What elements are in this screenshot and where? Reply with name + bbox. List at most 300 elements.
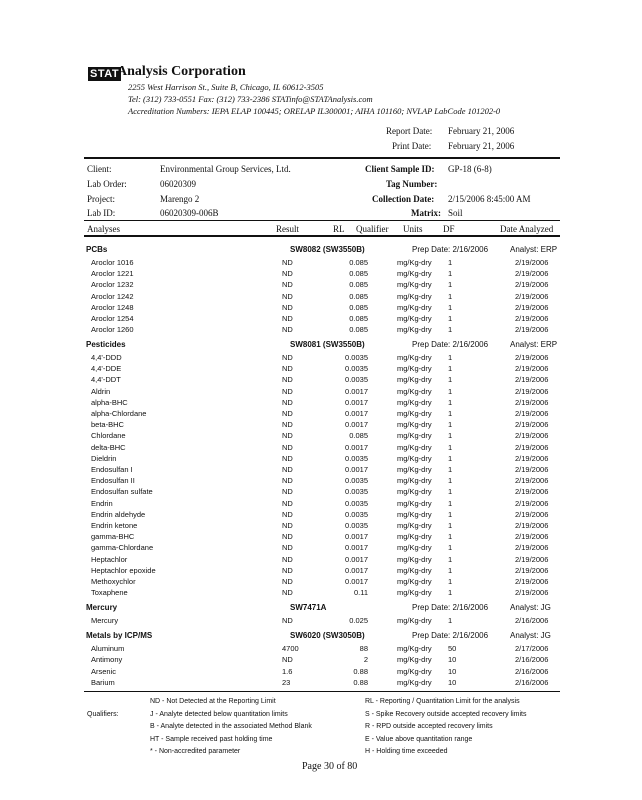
units-value: mg/Kg-dry	[397, 476, 432, 486]
df-value: 1	[448, 442, 453, 452]
section-method: SW7471A	[290, 603, 327, 612]
lab-order-label: Lab Order:	[87, 179, 127, 189]
section-title: Pesticides	[86, 340, 126, 349]
sample-id-value: GP-18 (6-8)	[448, 164, 492, 174]
qualifiers-label: Qualifiers:	[87, 711, 119, 718]
date-analyzed: 2/19/2006	[515, 302, 549, 312]
date-analyzed: 2/16/2006	[515, 666, 549, 676]
date-analyzed: 2/19/2006	[515, 258, 549, 267]
df-value: 50	[448, 644, 457, 653]
units-value: mg/Kg-dry	[397, 655, 432, 665]
col-df: DF	[443, 224, 455, 234]
section-prep-date: Prep Date: 2/16/2006	[412, 603, 489, 612]
units-value: mg/Kg-dry	[397, 431, 432, 441]
date-analyzed: 2/19/2006	[515, 554, 549, 564]
units-value: mg/Kg-dry	[397, 258, 432, 267]
df-value: 1	[448, 364, 453, 374]
result-value: ND	[282, 532, 293, 542]
result-value: ND	[282, 476, 293, 486]
table-row	[0, 667, 642, 678]
df-value: 1	[448, 397, 453, 407]
page-number: Page 30 of 80	[302, 761, 358, 772]
date-analyzed: 2/19/2006	[515, 325, 549, 335]
analyte-name: Arsenic	[91, 666, 117, 676]
units-value: mg/Kg-dry	[397, 420, 432, 430]
units-value: mg/Kg-dry	[397, 325, 432, 335]
table-row	[0, 443, 642, 454]
rl-value: 0.0017	[345, 543, 368, 553]
rl-value: 0.085	[349, 302, 368, 312]
table-row	[0, 258, 642, 269]
divider	[84, 691, 560, 692]
section-method: SW6020 (SW3050B)	[290, 631, 365, 640]
client-label: Client:	[87, 164, 112, 174]
analyte-name: Barium	[91, 678, 115, 688]
result-value: ND	[282, 409, 293, 418]
analyte-name: Antimony	[91, 655, 123, 665]
rl-value: 0.0035	[345, 364, 368, 374]
rl-value: 0.88	[353, 666, 368, 676]
date-analyzed: 2/19/2006	[515, 280, 549, 290]
result-value: 1.6	[282, 666, 293, 676]
result-value: ND	[282, 325, 293, 335]
table-row	[0, 566, 642, 577]
result-value: 4700	[282, 644, 299, 653]
analyte-name: 4,4'-DDT	[91, 375, 121, 385]
analyte-name: Aluminum	[91, 644, 125, 653]
analyte-name: Endosulfan sulfate	[91, 487, 153, 497]
table-row	[0, 532, 642, 543]
table-row	[0, 487, 642, 498]
result-value: ND	[282, 280, 293, 290]
print-date-label: Print Date:	[392, 141, 432, 151]
section-title: Metals by ICP/MS	[86, 631, 153, 640]
result-value: 23	[282, 678, 291, 688]
rl-value: 2	[363, 655, 368, 665]
df-value: 1	[448, 616, 453, 625]
analyte-name: Chlordane	[91, 431, 126, 441]
section-header	[0, 340, 642, 351]
qualifier-item: ND - Not Detected at the Reporting Limit	[150, 698, 276, 705]
matrix-value: Soil	[448, 208, 463, 218]
units-value: mg/Kg-dry	[397, 364, 432, 374]
qualifier-item: E - Value above quantitation range	[365, 735, 473, 743]
units-value: mg/Kg-dry	[397, 465, 432, 474]
date-analyzed: 2/19/2006	[515, 465, 549, 474]
df-value: 1	[448, 325, 453, 335]
rl-value: 0.0017	[345, 442, 368, 452]
table-row	[0, 269, 642, 280]
rl-value: 0.11	[353, 588, 368, 598]
result-value: ND	[282, 588, 293, 598]
table-row	[0, 521, 642, 532]
analyte-name: Endrin	[91, 498, 113, 508]
rl-value: 0.085	[349, 291, 368, 301]
date-analyzed: 2/19/2006	[515, 577, 549, 586]
section-title: PCBs	[86, 245, 108, 254]
date-analyzed: 2/19/2006	[515, 588, 549, 598]
date-analyzed: 2/19/2006	[515, 364, 549, 374]
units-value: mg/Kg-dry	[397, 543, 432, 553]
df-value: 1	[448, 258, 453, 267]
analyte-name: gamma-Chlordane	[91, 543, 154, 553]
table-row	[0, 616, 642, 627]
table-row	[0, 543, 642, 554]
result-value: ND	[282, 314, 293, 323]
units-value: mg/Kg-dry	[397, 487, 432, 497]
table-row	[0, 510, 642, 521]
result-value: ND	[282, 487, 293, 497]
units-value: mg/Kg-dry	[397, 453, 432, 463]
company-address: 2255 West Harrison St., Suite B, Chicago, IL 60612-3505	[128, 82, 324, 92]
units-value: mg/Kg-dry	[397, 291, 432, 301]
table-row	[0, 588, 642, 599]
units-value: mg/Kg-dry	[397, 397, 432, 407]
section-prep-date: Prep Date: 2/16/2006	[412, 245, 489, 254]
rl-value: 0.0017	[345, 565, 368, 575]
df-value: 1	[448, 280, 453, 290]
date-analyzed: 2/17/2006	[515, 644, 549, 653]
accreditation-numbers: Accreditation Numbers: IEPA ELAP 100445; ORELAP IL300001; AIHA 101160; NVLAP LabCode 101202-0	[128, 106, 501, 116]
lab-id-value: 06020309-006B	[160, 208, 219, 218]
col-rl: RL	[333, 224, 345, 234]
report-date-label: Report Date:	[386, 126, 433, 136]
rl-value: 0.0017	[345, 386, 368, 396]
date-analyzed: 2/19/2006	[515, 375, 549, 385]
result-value: ND	[282, 364, 293, 374]
analyte-name: Aroclor 1232	[91, 280, 134, 290]
collection-date-value: 2/15/2006 8:45:00 AM	[448, 194, 531, 204]
date-analyzed: 2/19/2006	[515, 442, 549, 452]
qualifier-item: J - Analyte detected below quantitation limits	[150, 710, 288, 718]
result-value: ND	[282, 431, 293, 441]
section-method: SW8081 (SW3550B)	[290, 340, 365, 349]
table-row	[0, 476, 642, 487]
section-prep-date: Prep Date: 2/16/2006	[412, 631, 489, 640]
table-row	[0, 314, 642, 325]
df-value: 1	[448, 476, 453, 486]
df-value: 1	[448, 565, 453, 575]
rl-value: 0.0017	[345, 577, 368, 586]
df-value: 1	[448, 302, 453, 312]
df-value: 10	[448, 655, 457, 665]
date-analyzed: 2/19/2006	[515, 291, 549, 301]
analyte-name: Aroclor 1260	[91, 325, 134, 335]
project-value: Marengo 2	[160, 194, 200, 204]
section-analyst: Analyst: JG	[510, 631, 551, 640]
date-analyzed: 2/19/2006	[515, 453, 549, 463]
table-row	[0, 364, 642, 375]
df-value: 1	[448, 314, 453, 323]
date-analyzed: 2/16/2006	[515, 616, 549, 625]
rl-value: 0.085	[349, 314, 368, 323]
table-row	[0, 387, 642, 398]
table-row	[0, 280, 642, 291]
date-analyzed: 2/19/2006	[515, 353, 549, 362]
analyte-name: Toxaphene	[91, 588, 128, 598]
divider	[84, 235, 560, 237]
date-analyzed: 2/19/2006	[515, 476, 549, 486]
section-header	[0, 603, 642, 614]
date-analyzed: 2/19/2006	[515, 386, 549, 396]
units-value: mg/Kg-dry	[397, 442, 432, 452]
rl-value: 0.0035	[345, 487, 368, 497]
date-analyzed: 2/19/2006	[515, 498, 549, 508]
units-value: mg/Kg-dry	[397, 375, 432, 385]
units-value: mg/Kg-dry	[397, 280, 432, 290]
rl-value: 0.0017	[345, 532, 368, 542]
divider	[84, 157, 560, 159]
date-analyzed: 2/19/2006	[515, 565, 549, 575]
analyte-name: alpha-Chlordane	[91, 409, 147, 418]
rl-value: 0.0035	[345, 509, 368, 519]
units-value: mg/Kg-dry	[397, 532, 432, 542]
df-value: 1	[448, 353, 453, 362]
date-analyzed: 2/19/2006	[515, 269, 549, 279]
units-value: mg/Kg-dry	[397, 386, 432, 396]
df-value: 1	[448, 269, 453, 279]
col-units: Units	[403, 224, 423, 234]
table-row	[0, 577, 642, 588]
result-value: ND	[282, 375, 293, 385]
df-value: 1	[448, 543, 453, 553]
table-row	[0, 555, 642, 566]
result-value: ND	[282, 465, 293, 474]
units-value: mg/Kg-dry	[397, 409, 432, 418]
result-value: ND	[282, 269, 293, 279]
table-row	[0, 465, 642, 476]
table-row	[0, 398, 642, 409]
analyte-name: Endosulfan I	[91, 465, 133, 474]
tag-number-label: Tag Number:	[386, 179, 438, 189]
print-date: February 21, 2006	[448, 141, 515, 151]
analyte-name: Mercury	[91, 616, 119, 625]
analyte-name: Aldrin	[91, 386, 111, 396]
result-value: ND	[282, 616, 293, 625]
analyte-name: Heptachlor epoxide	[91, 565, 156, 575]
analyte-name: Endosulfan II	[91, 476, 135, 486]
section-analyst: Analyst: JG	[510, 603, 551, 612]
units-value: mg/Kg-dry	[397, 269, 432, 279]
units-value: mg/Kg-dry	[397, 509, 432, 519]
section-title: Mercury	[86, 603, 118, 612]
rl-value: 0.0017	[345, 554, 368, 564]
rl-value: 0.88	[353, 678, 368, 688]
date-analyzed: 2/19/2006	[515, 314, 549, 323]
df-value: 10	[448, 678, 457, 688]
lab-order-value: 06020309	[160, 179, 196, 189]
units-value: mg/Kg-dry	[397, 666, 432, 676]
result-value: ND	[282, 453, 293, 463]
df-value: 1	[448, 487, 453, 497]
analyte-name: beta-BHC	[91, 420, 124, 430]
table-row	[0, 292, 642, 303]
df-value: 1	[448, 291, 453, 301]
df-value: 10	[448, 666, 457, 676]
result-value: ND	[282, 302, 293, 312]
units-value: mg/Kg-dry	[397, 577, 432, 586]
table-row	[0, 420, 642, 431]
section-method: SW8082 (SW3550B)	[290, 245, 365, 254]
lab-id-label: Lab ID:	[87, 208, 116, 218]
analyte-name: alpha-BHC	[91, 397, 128, 407]
result-value: ND	[282, 442, 293, 452]
rl-value: 0.0035	[345, 453, 368, 463]
df-value: 1	[448, 386, 453, 396]
analyte-name: Aroclor 1016	[91, 258, 134, 267]
date-analyzed: 2/19/2006	[515, 487, 549, 497]
rl-value: 0.085	[349, 280, 368, 290]
analyte-name: Aroclor 1221	[91, 269, 134, 279]
result-value: ND	[282, 521, 293, 530]
analyte-name: 4,4'-DDD	[91, 353, 122, 362]
df-value: 1	[448, 554, 453, 564]
rl-value: 0.0035	[345, 476, 368, 486]
rl-value: 0.085	[349, 431, 368, 441]
rl-value: 0.0017	[345, 397, 368, 407]
date-analyzed: 2/19/2006	[515, 420, 549, 430]
result-value: ND	[282, 386, 293, 396]
analyte-name: Endrin aldehyde	[91, 509, 146, 519]
units-value: mg/Kg-dry	[397, 644, 432, 653]
result-value: ND	[282, 291, 293, 301]
table-row	[0, 678, 642, 689]
units-value: mg/Kg-dry	[397, 616, 432, 625]
rl-value: 0.085	[349, 325, 368, 335]
units-value: mg/Kg-dry	[397, 554, 432, 564]
units-value: mg/Kg-dry	[397, 498, 432, 508]
result-value: ND	[282, 420, 293, 430]
sample-id-label: Client Sample ID:	[365, 164, 435, 174]
analyte-name: gamma-BHC	[91, 532, 135, 542]
rl-value: 0.0017	[345, 420, 368, 430]
qualifier-item: H - Holding time exceeded	[365, 748, 448, 755]
rl-value: 0.0035	[345, 353, 368, 362]
date-analyzed: 2/19/2006	[515, 532, 549, 542]
analyte-name: Endrin ketone	[91, 521, 138, 530]
table-row	[0, 375, 642, 386]
analyte-name: Aroclor 1254	[91, 314, 134, 323]
analyte-name: Aroclor 1248	[91, 302, 134, 312]
section-header	[0, 245, 642, 256]
project-label: Project:	[87, 194, 115, 204]
matrix-label: Matrix:	[411, 208, 441, 218]
date-analyzed: 2/19/2006	[515, 521, 549, 530]
client-value: Environmental Group Services, Ltd.	[160, 164, 291, 174]
rl-value: 88	[359, 644, 368, 653]
df-value: 1	[448, 588, 453, 598]
table-row	[0, 409, 642, 420]
units-value: mg/Kg-dry	[397, 678, 432, 688]
rl-value: 0.085	[349, 258, 368, 267]
units-value: mg/Kg-dry	[397, 353, 432, 362]
analyte-name: Aroclor 1242	[91, 291, 134, 301]
analyte-name: 4,4'-DDE	[91, 364, 122, 374]
company-name: Analysis Corporation	[117, 64, 246, 79]
df-value: 1	[448, 532, 453, 542]
date-analyzed: 2/16/2006	[515, 678, 549, 688]
units-value: mg/Kg-dry	[397, 521, 432, 530]
units-value: mg/Kg-dry	[397, 314, 432, 323]
table-row	[0, 353, 642, 364]
section-header	[0, 631, 642, 642]
table-row	[0, 644, 642, 655]
section-prep-date: Prep Date: 2/16/2006	[412, 340, 489, 349]
units-value: mg/Kg-dry	[397, 588, 432, 598]
df-value: 1	[448, 521, 453, 530]
rl-value: 0.0035	[345, 521, 368, 530]
qualifier-item: B - Analyte detected in the associated Method Blank	[150, 723, 312, 730]
rl-value: 0.0035	[345, 498, 368, 508]
collection-date-label: Collection Date:	[372, 194, 435, 204]
qualifier-item: R - RPD outside accepted recovery limits	[365, 723, 493, 730]
df-value: 1	[448, 465, 453, 474]
rl-value: 0.0035	[345, 375, 368, 385]
analyte-name: Heptachlor	[91, 554, 128, 564]
result-value: ND	[282, 577, 293, 586]
df-value: 1	[448, 498, 453, 508]
result-value: ND	[282, 353, 293, 362]
stat-logo: STAT	[90, 68, 120, 80]
divider	[84, 220, 560, 221]
rl-value: 0.0017	[345, 465, 368, 474]
rl-value: 0.025	[349, 616, 368, 625]
result-value: ND	[282, 498, 293, 508]
section-analyst: Analyst: ERP	[510, 245, 558, 254]
section-analyst: Analyst: ERP	[510, 340, 558, 349]
qualifier-item: S - Spike Recovery outside accepted recovery limits	[365, 710, 527, 718]
qualifier-item: HT - Sample received past holding time	[150, 735, 273, 743]
col-analyses: Analyses	[87, 224, 120, 234]
table-row	[0, 431, 642, 442]
report-date: February 21, 2006	[448, 126, 515, 136]
df-value: 1	[448, 453, 453, 463]
date-analyzed: 2/16/2006	[515, 655, 549, 665]
analyte-name: Methoxychlor	[91, 577, 136, 586]
df-value: 1	[448, 577, 453, 586]
qualifier-item: * - Non-accredited parameter	[150, 748, 241, 755]
rl-value: 0.085	[349, 269, 368, 279]
table-row	[0, 499, 642, 510]
date-analyzed: 2/19/2006	[515, 397, 549, 407]
result-value: ND	[282, 397, 293, 407]
date-analyzed: 2/19/2006	[515, 409, 549, 418]
date-analyzed: 2/19/2006	[515, 431, 549, 441]
rl-value: 0.0017	[345, 409, 368, 418]
df-value: 1	[448, 509, 453, 519]
units-value: mg/Kg-dry	[397, 565, 432, 575]
col-qualifier: Qualifier	[356, 224, 389, 234]
col-date-analyzed: Date Analyzed	[500, 224, 554, 234]
units-value: mg/Kg-dry	[397, 302, 432, 312]
table-row	[0, 325, 642, 336]
result-value: ND	[282, 554, 293, 564]
analyte-name: delta-BHC	[91, 442, 126, 452]
result-value: ND	[282, 565, 293, 575]
df-value: 1	[448, 420, 453, 430]
df-value: 1	[448, 375, 453, 385]
analyte-name: Dieldrin	[91, 453, 117, 463]
result-value: ND	[282, 509, 293, 519]
result-value: ND	[282, 543, 293, 553]
qualifier-item: RL - Reporting / Quantitation Limit for the analysis	[365, 698, 520, 705]
company-contact: Tel: (312) 733-0551 Fax: (312) 733-2386 STATinfo@STATAnalysis.com	[128, 94, 373, 104]
date-analyzed: 2/19/2006	[515, 509, 549, 519]
df-value: 1	[448, 431, 453, 441]
result-value: ND	[282, 655, 293, 665]
col-result: Result	[276, 224, 300, 234]
df-value: 1	[448, 409, 453, 418]
